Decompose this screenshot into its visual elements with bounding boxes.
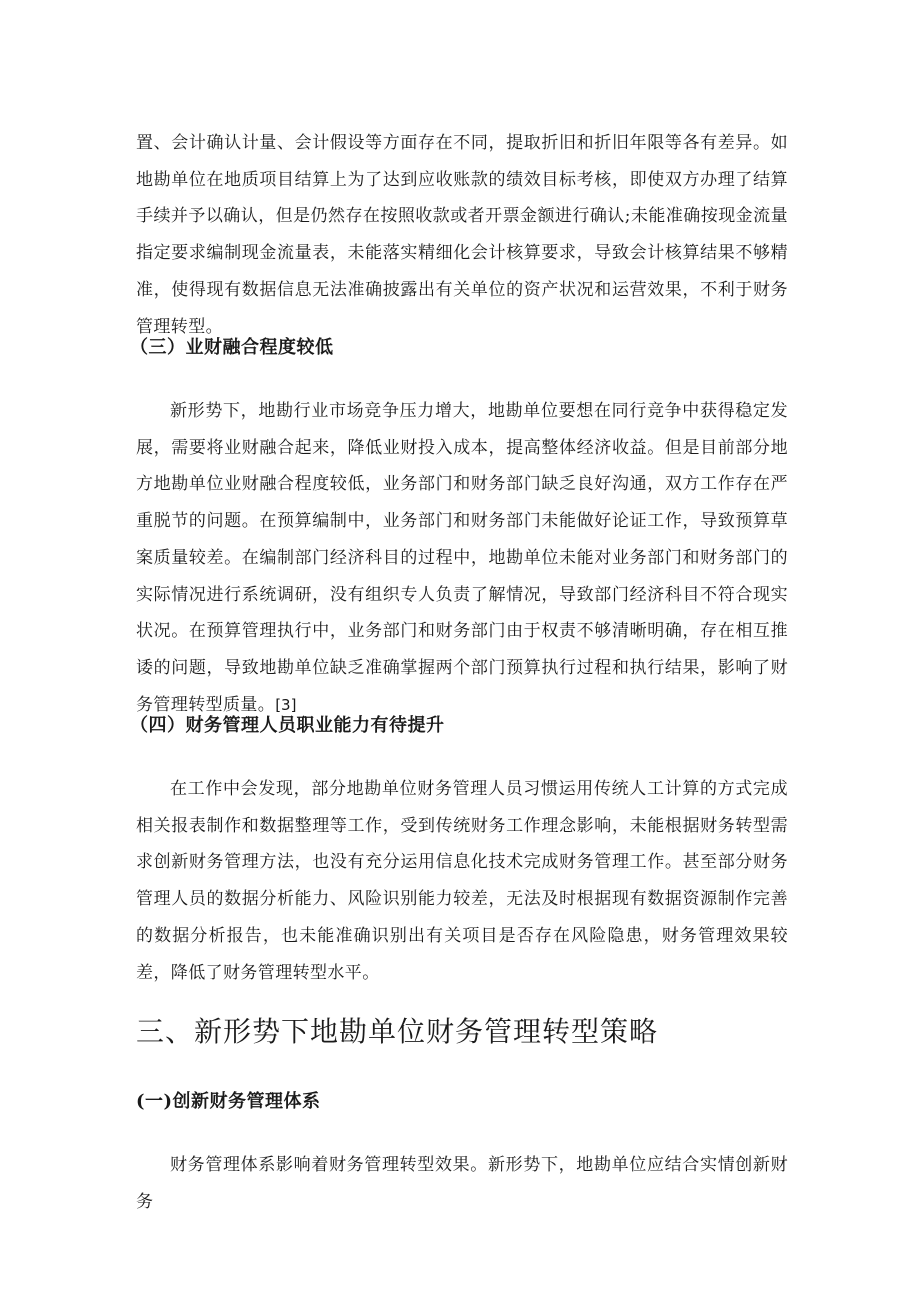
heading-staff-capability: （四）财务管理人员职业能力有待提升 — [130, 715, 445, 736]
subheading-innovate-system: (一)创新财务管理体系 — [136, 1091, 321, 1112]
paragraph-staff-capability: 在工作中会发现，部分地勘单位财务管理人员习惯运用传统人工计算的方式完成相关报表制作和数据整理等工作，受到传统财务工作理念影响，未能根据财务转型需求创新财务管理方法，也没有充分运用信息化技术完成财务管理工作。甚至部分财务管理人员的数据分析能力、风险识别能力较差，无法及时根据现有数据资源制作完善的数据分析报告，也未能准确识别出有关项目是否存在风险隐患，财务管理效果较差，降低了财务管理转型水平。 — [136, 779, 788, 983]
section-heading-transformation-strategy: 三、新形势下地勘单位财务管理转型策略 — [136, 1015, 659, 1048]
paragraph-accounting-differences: 置、会计确认计量、会计假设等方面存在不同，提取折旧和折旧年限等各有差异。如地勘单位在地质项目结算上为了达到应收账款的绩效目标考核，即使双方办理了结算手续并予以确认，但是仍然存在按照收款或者开票金额进行确认;未能准确按现金流量指定要求编制现金流量表，未能落实精细化会计核算要求，导致会计核算结果不够精准，使得现有数据信息无法准确披露出有关单位的资产状况和运营效果，不利于财务管理转型。 — [136, 133, 788, 337]
paragraph-system-intro: 财务管理体系影响着财务管理转型效果。新形势下，地勘单位应结合实情创新财务 — [136, 1155, 788, 1212]
paragraph-body-text: 新形势下，地勘行业市场竞争压力增大，地勘单位要想在同行竞争中获得稳定发展，需要将业财融合起来，降低业财投入成本，提高整体经济收益。但是目前部分地方地勘单位业财融合程度较低，业务部门和财务部门缺乏良好沟通，双方工作存在严重脱节的问题。在预算编制中，业务部门和财务部门未能做好论证工作，导致预算草案质量较差。在编制部门经济科目的过程中，地勘单位未能对业务部门和财务部门的实际情况进行系统调研，没有组织专人负责了解情况，导致部门经济科目不符合现实状况。在预算管理执行中，业务部门和财务部门由于权责不够清晰明确，存在相互推诿的问题，导致地勘单位缺乏准确掌握两个部门预算执行过程和执行结果，影响了财务管理转型质量。 — [136, 401, 788, 715]
heading-business-finance-integration: （三）业财融合程度较低 — [130, 337, 334, 358]
citation-reference: [3] — [275, 695, 297, 714]
paragraph-business-finance-integration — [136, 393, 788, 723]
